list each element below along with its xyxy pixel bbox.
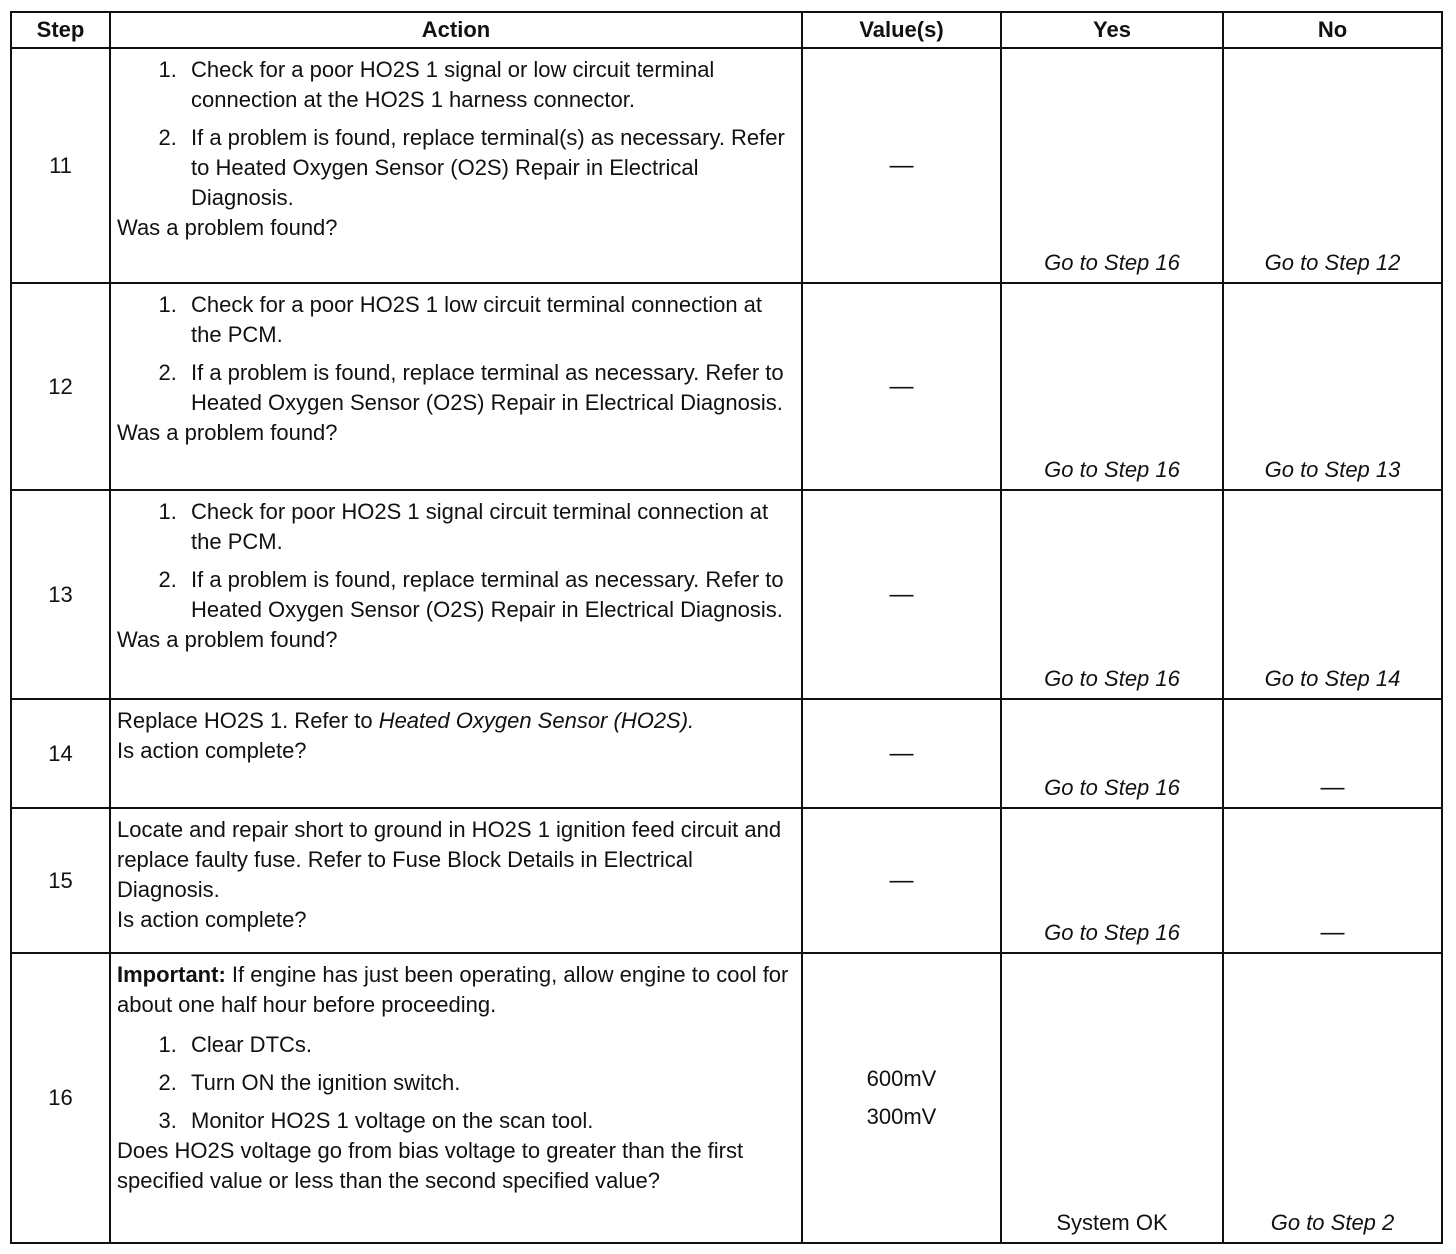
value-cell [802,953,1001,1243]
action-text: Locate and repair short to ground in HO2S 1 ignition feed circuit and replace faulty fuse. Refer to Fuse Block Details in Electrical Diagnosis. [117,817,782,902]
yes-link[interactable]: Go to Step 16 [1001,283,1223,490]
step-number: 16 [11,953,110,1243]
value-second: 300mV [866,1104,937,1129]
action-question: Does HO2S voltage go from bias voltage to greater than the first specified value or less than the second specified value? [117,1138,744,1193]
step-number: 12 [11,283,110,490]
value-cell: — [802,808,1001,953]
action-list [117,1030,793,1136]
step-number: 14 [11,699,110,808]
action-question: Was a problem found? [117,420,338,445]
yes-link[interactable]: Go to Step 16 [1001,48,1223,283]
table-row-step-14 [11,699,1442,808]
action-item: 3. Monitor HO2S 1 voltage on the scan tool. [183,1106,793,1136]
action-item: 2. If a problem is found, replace terminal as necessary. Refer to Heated Oxygen Sensor (O2S) Repair in Electrical Diagnosis. [183,358,793,418]
action-text [117,706,793,736]
action-question: Was a problem found? [117,627,338,652]
action-item: 2. Turn ON the ignition switch. [183,1068,793,1098]
action-text-reference: Heated Oxygen Sensor (HO2S). [378,708,695,733]
action-cell [110,808,802,953]
value-cell: — [802,699,1001,808]
important-label: Important: [117,962,226,987]
no-link[interactable]: Go to Step 13 [1223,283,1442,490]
yes-link[interactable]: Go to Step 16 [1001,808,1223,953]
value-first: 600mV [866,1066,937,1091]
action-question: Is action complete? [117,738,307,763]
diagnostic-table [10,11,1443,1244]
important-text: If engine has just been operating, allow engine to cool for about one half hour before proceeding. [117,962,789,1017]
action-cell [110,283,802,490]
action-cell [110,953,802,1243]
header-row [11,12,1442,48]
yes-link[interactable]: Go to Step 16 [1001,490,1223,699]
action-question: Was a problem found? [117,215,338,240]
action-list [117,290,793,418]
no-link[interactable]: Go to Step 2 [1223,953,1442,1243]
action-item: 1. Check for a poor HO2S 1 low circuit terminal connection at the PCM. [183,290,793,350]
yes-link[interactable]: Go to Step 16 [1001,699,1223,808]
important-note [117,960,793,1020]
step-number: 13 [11,490,110,699]
header-step: Step [11,12,110,48]
action-item: 2. If a problem is found, replace terminal(s) as necessary. Refer to Heated Oxygen Sensor (O2S) Repair in Electrical Diagnosis. [183,123,793,213]
header-no: No [1223,12,1442,48]
no-cell: — [1223,808,1442,953]
header-action: Action [110,12,802,48]
action-question: Is action complete? [117,907,307,932]
no-link[interactable]: Go to Step 14 [1223,490,1442,699]
no-cell: — [1223,699,1442,808]
no-link[interactable]: Go to Step 12 [1223,48,1442,283]
action-text-plain: Replace HO2S 1. Refer to [117,708,379,733]
action-item: 2. If a problem is found, replace terminal as necessary. Refer to Heated Oxygen Sensor (O2S) Repair in Electrical Diagnosis. [183,565,793,625]
action-item: 1. Clear DTCs. [183,1030,793,1060]
action-item: 1. Check for poor HO2S 1 signal circuit terminal connection at the PCM. [183,497,793,557]
table-row-step-13 [11,490,1442,699]
value-cell: — [802,48,1001,283]
value-cell: — [802,490,1001,699]
table-row-step-12 [11,283,1442,490]
action-list [117,497,793,625]
table-row-step-11 [11,48,1442,283]
header-yes: Yes [1001,12,1223,48]
action-cell [110,699,802,808]
table-row-step-16 [11,953,1442,1243]
yes-result: System OK [1001,953,1223,1243]
action-cell [110,490,802,699]
step-number: 15 [11,808,110,953]
action-list [117,55,793,213]
table-row-step-15 [11,808,1442,953]
action-cell [110,48,802,283]
header-values: Value(s) [802,12,1001,48]
value-cell: — [802,283,1001,490]
action-item: 1. Check for a poor HO2S 1 signal or low circuit terminal connection at the HO2S 1 harness connector. [183,55,793,115]
step-number: 11 [11,48,110,283]
